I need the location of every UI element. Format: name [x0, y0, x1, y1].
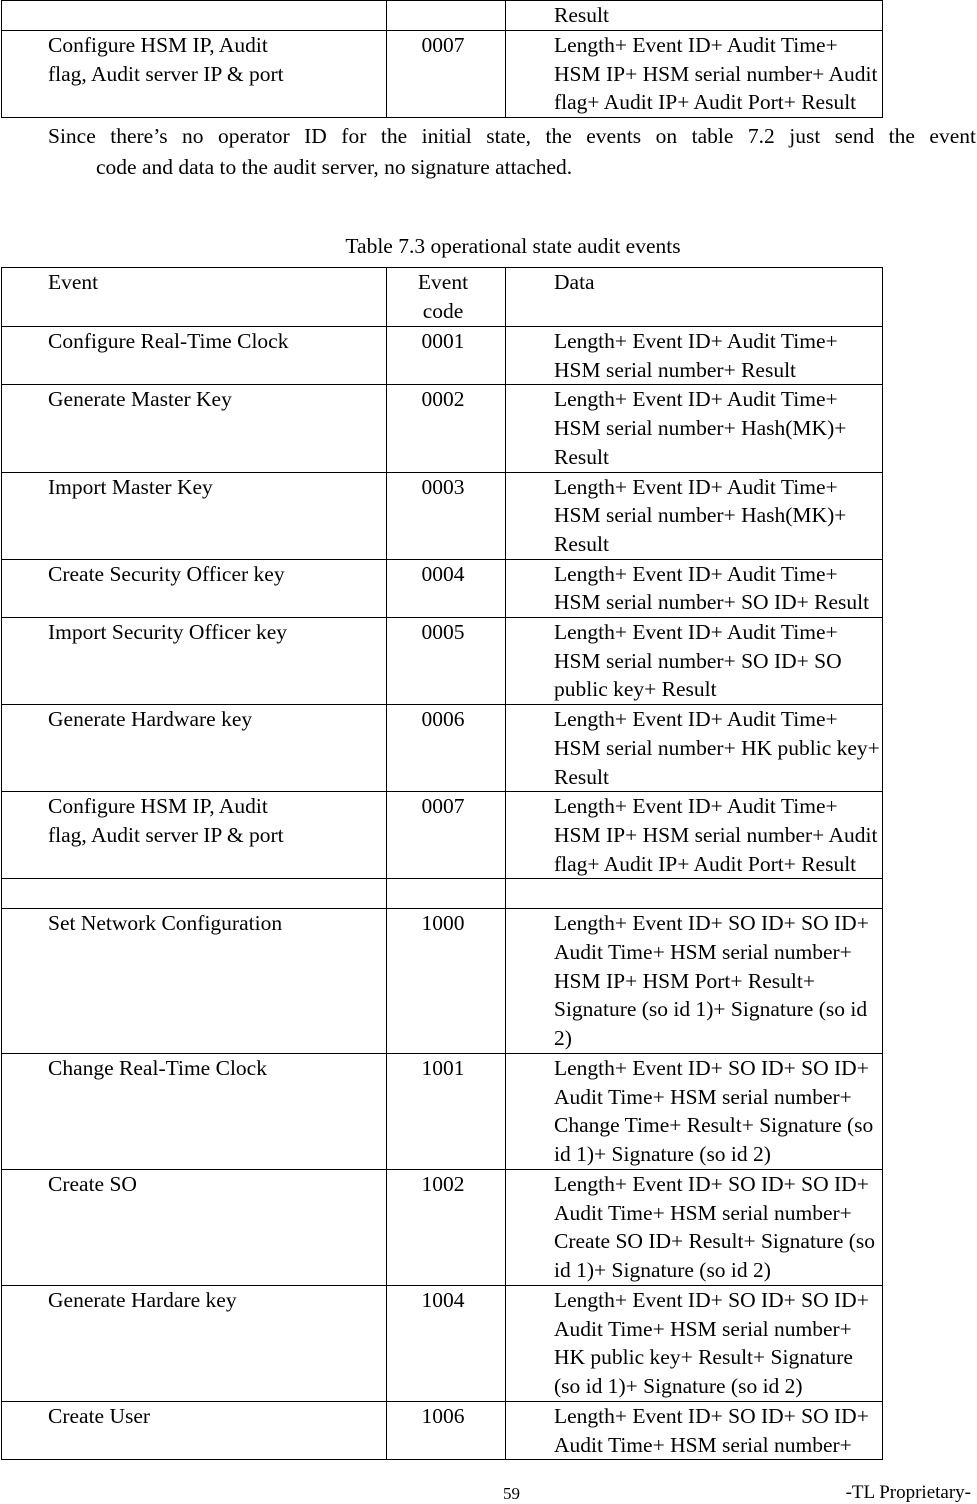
event-cell — [2, 618, 387, 705]
event-cell-text: Import Master Key — [48, 474, 213, 499]
data-cell-text: Length+ Event ID+ Audit Time+ HSM serial number+ Hash(MK)+ Result — [554, 474, 847, 556]
event-code-cell — [387, 268, 506, 327]
page-number: 59 — [503, 1484, 520, 1503]
data-cell — [506, 1169, 883, 1285]
event-code-cell-text: 0007 — [421, 794, 465, 819]
event-code-cell — [387, 559, 506, 617]
event-code-cell — [387, 31, 506, 118]
table-row — [2, 792, 883, 879]
data-cell-text: Length+ Event ID+ Audit Time+ HSM serial number+ SO ID+ Result — [554, 561, 870, 615]
event-cell-text: Configure HSM IP, Audit flag, Audit server IP & port — [48, 33, 284, 86]
event-cell-text: Configure HSM IP, Audit flag, Audit server IP & port — [48, 794, 284, 847]
data-cell — [506, 472, 883, 559]
data-cell-text: Data — [554, 270, 595, 294]
data-cell-text: Length+ Event ID+ SO ID+ SO ID+ Audit Time+ HSM serial number+ Change Time+ Result+ Signature (so id 1)+ Signature (so id 2) — [554, 1055, 874, 1166]
table-row — [2, 1169, 883, 1285]
event-cell-text: Set Network Configuration — [48, 911, 283, 936]
data-cell-text: Length+ Event ID+ SO ID+ SO ID+ Audit Time+ HSM serial number+ HK public key+ Result+ Signature (so id 1)+ Signature (so id 2) — [554, 1287, 869, 1398]
event-cell-text: Generate Hardare key — [48, 1287, 237, 1312]
event-cell — [2, 268, 387, 327]
event-code-cell-text: 0006 — [421, 707, 465, 732]
event-code-cell-text: 0002 — [421, 387, 465, 412]
data-cell-text: Length+ Event ID+ SO ID+ SO ID+ Audit Time+ HSM serial number+ — [554, 1403, 869, 1457]
event-cell — [2, 879, 387, 909]
data-cell-text: Length+ Event ID+ Audit Time+ HSM IP+ HSM serial number+ Audit flag+ Audit IP+ Audit Port+ Result — [554, 794, 878, 876]
data-cell — [506, 31, 883, 118]
event-cell — [2, 385, 387, 472]
event-code-cell — [387, 472, 506, 559]
event-cell — [2, 1401, 387, 1459]
data-cell-text: Length+ Event ID+ Audit Time+ HSM serial number+ SO ID+ SO public key+ Result — [554, 620, 842, 702]
table-row — [2, 1, 883, 31]
event-cell-text: Configure Real-Time Clock — [48, 329, 289, 353]
table-row — [2, 268, 883, 327]
data-cell-text: Result — [554, 3, 609, 27]
event-cell-text: Change Real-Time Clock — [48, 1055, 267, 1080]
table-row — [2, 1053, 883, 1169]
data-cell — [506, 1, 883, 31]
table-row — [2, 879, 883, 909]
event-cell-text: Import Security Officer key — [48, 620, 288, 645]
data-cell-text: Length+ Event ID+ Audit Time+ HSM serial number+ Result — [554, 329, 838, 382]
data-cell — [506, 1053, 883, 1169]
event-code-cell-text: 1001 — [421, 1055, 465, 1080]
data-cell — [506, 268, 883, 327]
event-cell-text: Create Security Officer key — [48, 561, 285, 586]
event-cell — [2, 792, 387, 879]
paragraph-line-1: Since there’s no operator ID for the initial state, the events on table 7.2 just send the event — [48, 124, 976, 148]
data-cell — [506, 909, 883, 1054]
data-cell — [506, 1285, 883, 1401]
event-cell — [2, 1285, 387, 1401]
data-cell — [506, 1401, 883, 1459]
data-cell — [506, 792, 883, 879]
data-cell-text: Length+ Event ID+ Audit Time+ HSM IP+ HSM serial number+ Audit flag+ Audit IP+ Audit Port+ Result — [554, 33, 878, 114]
event-code-cell-text: 0005 — [421, 620, 465, 645]
event-cell — [2, 1053, 387, 1169]
event-cell — [2, 472, 387, 559]
paragraph-line-2: code and data to the audit server, no signature attached. — [96, 155, 573, 179]
proprietary-notice: -TL Proprietary- — [845, 1482, 971, 1503]
event-code-cell — [387, 1169, 506, 1285]
table-row — [2, 1401, 883, 1459]
table-row — [2, 1285, 883, 1401]
event-cell — [2, 327, 387, 385]
event-cell — [2, 1169, 387, 1285]
event-code-cell-text: 0001 — [421, 329, 465, 353]
event-code-cell-text: 0007 — [421, 33, 465, 57]
data-cell-text: Length+ Event ID+ SO ID+ SO ID+ Audit Time+ HSM serial number+ HSM IP+ HSM Port+ Result+ Signature (so id 1)+ Signature (so id 2) — [554, 911, 869, 1051]
event-cell — [2, 909, 387, 1054]
event-code-cell — [387, 385, 506, 472]
table-7-2-continuation — [1, 0, 883, 118]
data-cell — [506, 879, 883, 909]
data-cell — [506, 618, 883, 705]
event-code-cell-text: 1006 — [421, 1403, 465, 1428]
event-cell-text: Create SO — [48, 1171, 137, 1196]
event-code-cell-text: 1004 — [421, 1287, 465, 1312]
table-row — [2, 559, 883, 617]
event-cell — [2, 31, 387, 118]
body-paragraph — [48, 121, 976, 183]
event-code-cell-text: 0003 — [421, 474, 465, 499]
event-cell — [2, 705, 387, 792]
data-cell-text: Length+ Event ID+ SO ID+ SO ID+ Audit Time+ HSM serial number+ Create SO ID+ Result+ Signature (so id 1)+ Signature (so id 2) — [554, 1171, 876, 1282]
data-cell-text: Length+ Event ID+ Audit Time+ HSM serial number+ HK public key+ Result — [554, 707, 880, 789]
table-row — [2, 31, 883, 118]
table-row — [2, 472, 883, 559]
event-cell-text: Event — [48, 270, 99, 294]
data-cell — [506, 705, 883, 792]
data-cell — [506, 559, 883, 617]
event-cell — [2, 559, 387, 617]
event-code-cell — [387, 792, 506, 879]
data-cell-text: Length+ Event ID+ Audit Time+ HSM serial number+ Hash(MK)+ Result — [554, 387, 847, 469]
data-cell — [506, 327, 883, 385]
event-code-cell — [387, 909, 506, 1054]
table-caption: Table 7.3 operational state audit events — [345, 234, 681, 258]
table-row — [2, 618, 883, 705]
event-code-cell-text: Event code — [417, 270, 469, 323]
event-code-cell — [387, 879, 506, 909]
table-row — [2, 385, 883, 472]
event-code-cell — [387, 705, 506, 792]
event-code-cell — [387, 1401, 506, 1459]
event-code-cell — [387, 1285, 506, 1401]
event-code-cell — [387, 1053, 506, 1169]
event-code-cell — [387, 327, 506, 385]
table-row — [2, 909, 883, 1054]
event-code-cell — [387, 1, 506, 31]
event-code-cell-text: 1000 — [421, 911, 465, 936]
event-cell — [2, 1, 387, 31]
table-row — [2, 327, 883, 385]
table-7-3-operational-state-audit-events — [1, 267, 883, 1460]
event-cell-text: Generate Hardware key — [48, 707, 253, 732]
event-code-cell — [387, 618, 506, 705]
event-cell-text: Create User — [48, 1403, 151, 1428]
table-row — [2, 705, 883, 792]
event-code-cell-text: 0004 — [421, 561, 465, 586]
data-cell — [506, 385, 883, 472]
event-code-cell-text: 1002 — [421, 1171, 465, 1196]
event-cell-text: Generate Master Key — [48, 387, 232, 412]
